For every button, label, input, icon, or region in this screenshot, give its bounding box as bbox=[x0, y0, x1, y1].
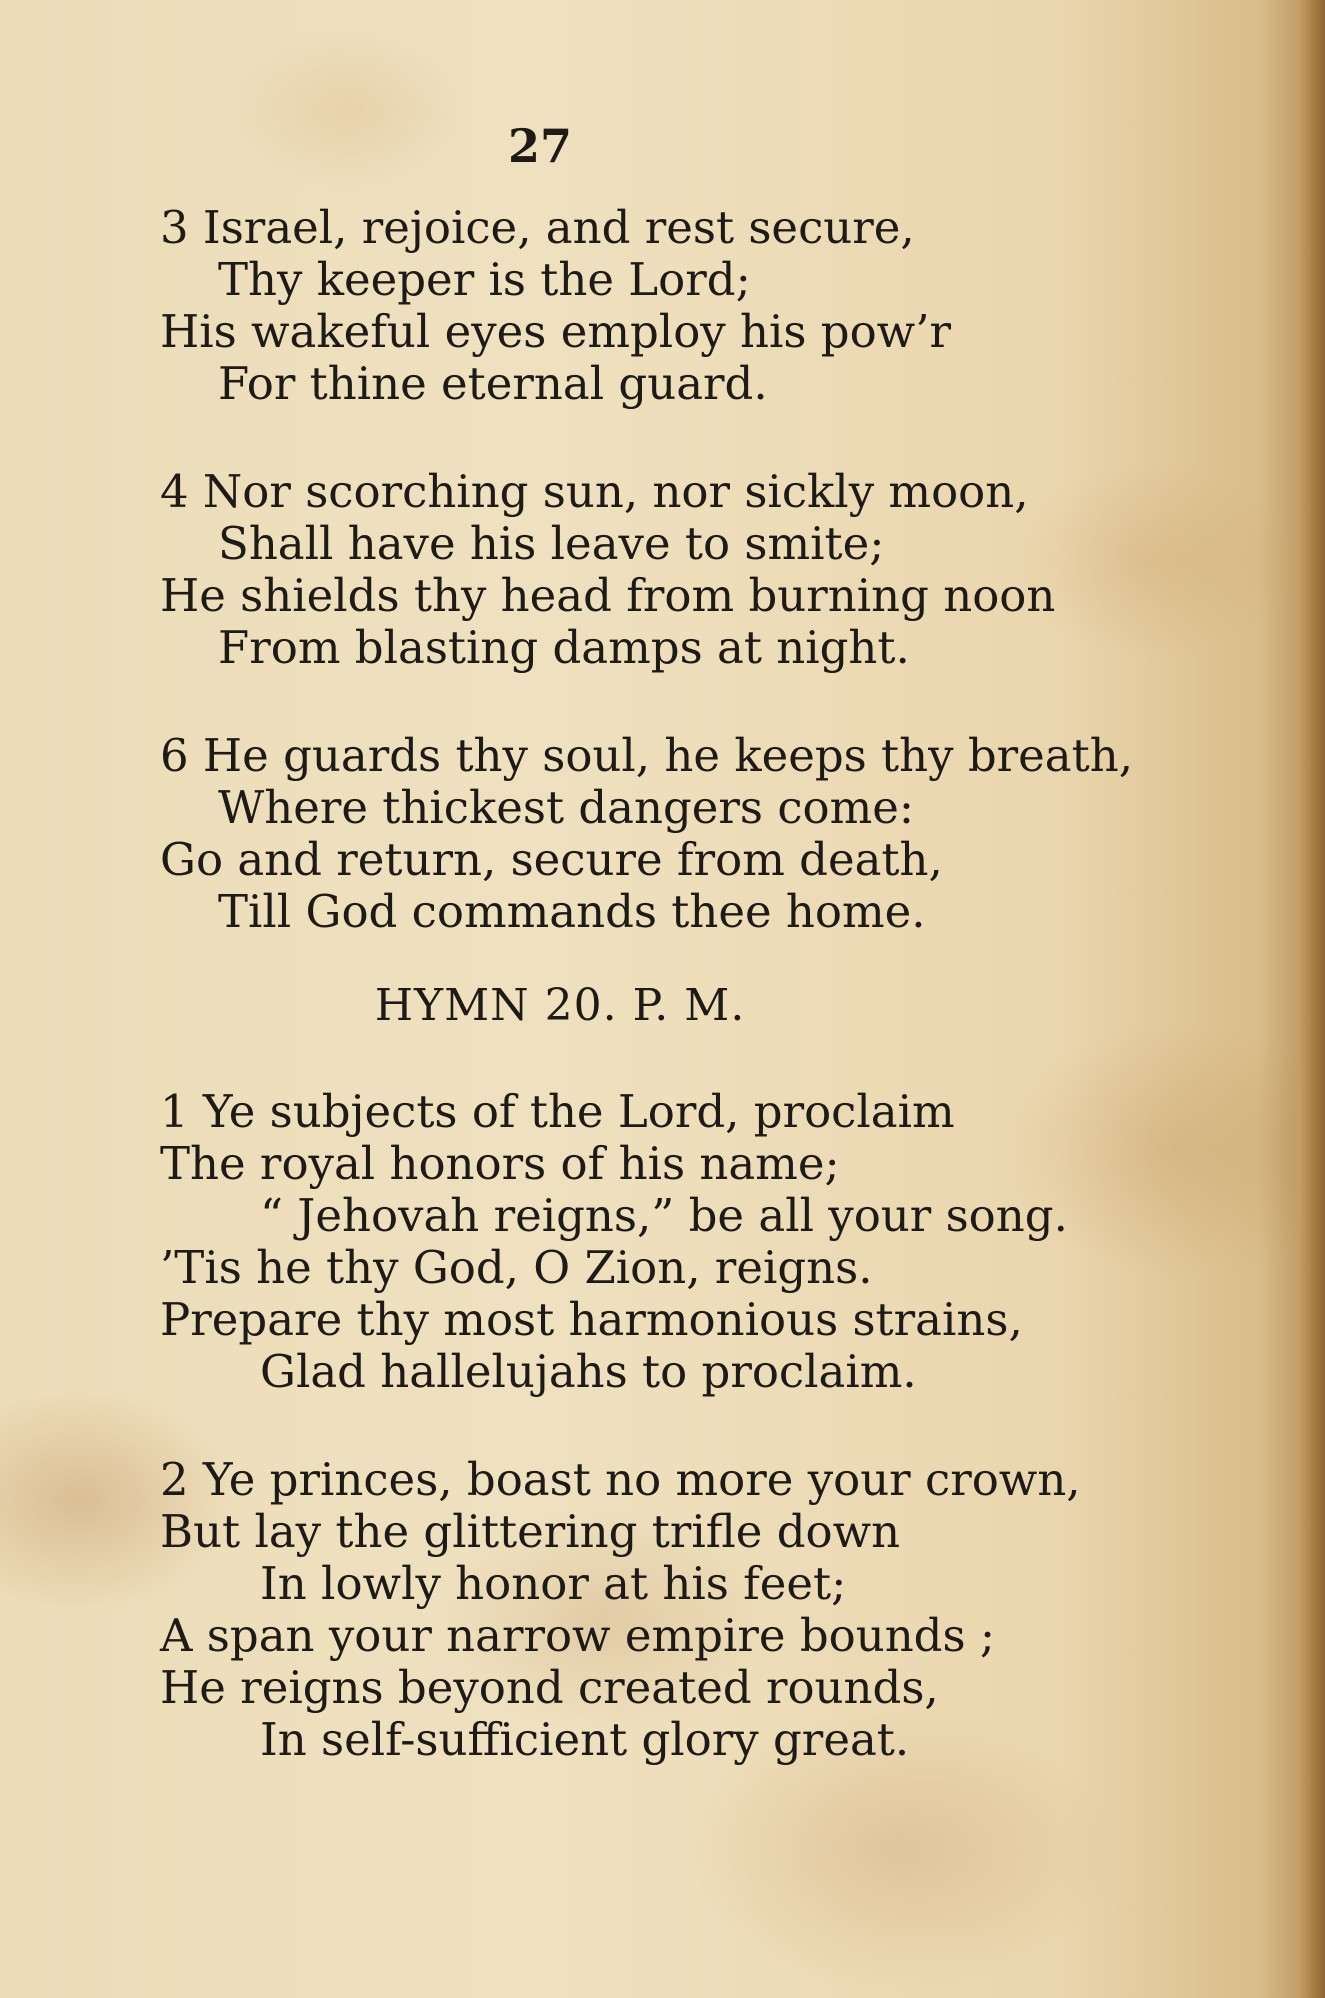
verse-line: He reigns beyond created rounds, bbox=[160, 1661, 939, 1714]
verse-line: The royal honors of his name; bbox=[160, 1137, 840, 1190]
verse-line: Shall have his leave to smite; bbox=[218, 517, 885, 570]
verse-line: Prepare thy most harmonious strains, bbox=[160, 1293, 1023, 1346]
verse-line: ’Tis he thy God, O Zion, reigns. bbox=[160, 1241, 873, 1294]
verse-line: But lay the glittering trifle down bbox=[160, 1505, 901, 1558]
verse-line: Go and return, secure from death, bbox=[160, 833, 943, 886]
verse-line: Till God commands thee home. bbox=[218, 885, 926, 938]
stanza-3 bbox=[160, 202, 1160, 410]
stanza-6 bbox=[160, 730, 1160, 938]
verse-line: For thine eternal guard. bbox=[218, 357, 768, 410]
verse-line: 6 He guards thy soul, he keeps thy breath, bbox=[160, 729, 1133, 782]
verse-line: From blasting damps at night. bbox=[218, 621, 910, 674]
verse-line: He shields thy head from burning noon bbox=[160, 569, 1056, 622]
verse-line: 3 Israel, rejoice, and rest secure, bbox=[160, 201, 915, 254]
verse-line: In lowly honor at his feet; bbox=[260, 1557, 847, 1610]
page-number: 27 bbox=[507, 119, 572, 173]
stanza-4 bbox=[160, 466, 1160, 674]
hymn20-stanza-1 bbox=[160, 1086, 1160, 1398]
hymn20-stanza-2 bbox=[160, 1454, 1160, 1766]
verse-line: Glad hallelujahs to proclaim. bbox=[260, 1345, 917, 1398]
verse-line: Thy keeper is the Lord; bbox=[218, 253, 751, 306]
verse-line: A span your narrow empire bounds ; bbox=[160, 1609, 996, 1662]
book-spine-edge bbox=[1297, 0, 1325, 1998]
verse-line: 1 Ye subjects of the Lord, proclaim bbox=[160, 1085, 955, 1138]
verse-line: Where thickest dangers come: bbox=[218, 781, 915, 834]
verse-line: His wakeful eyes employ his pow’r bbox=[160, 305, 952, 358]
verse-line: 2 Ye princes, boast no more your crown, bbox=[160, 1453, 1081, 1506]
verse-line: “ Jehovah reigns,” be all your song. bbox=[260, 1189, 1068, 1242]
page-text bbox=[160, 120, 1160, 1822]
verse-line: In self-sufficient glory great. bbox=[260, 1713, 910, 1766]
verse-line: 4 Nor scorching sun, nor sickly moon, bbox=[160, 465, 1029, 518]
hymn-heading: HYMN 20. P. M. bbox=[374, 980, 746, 1031]
